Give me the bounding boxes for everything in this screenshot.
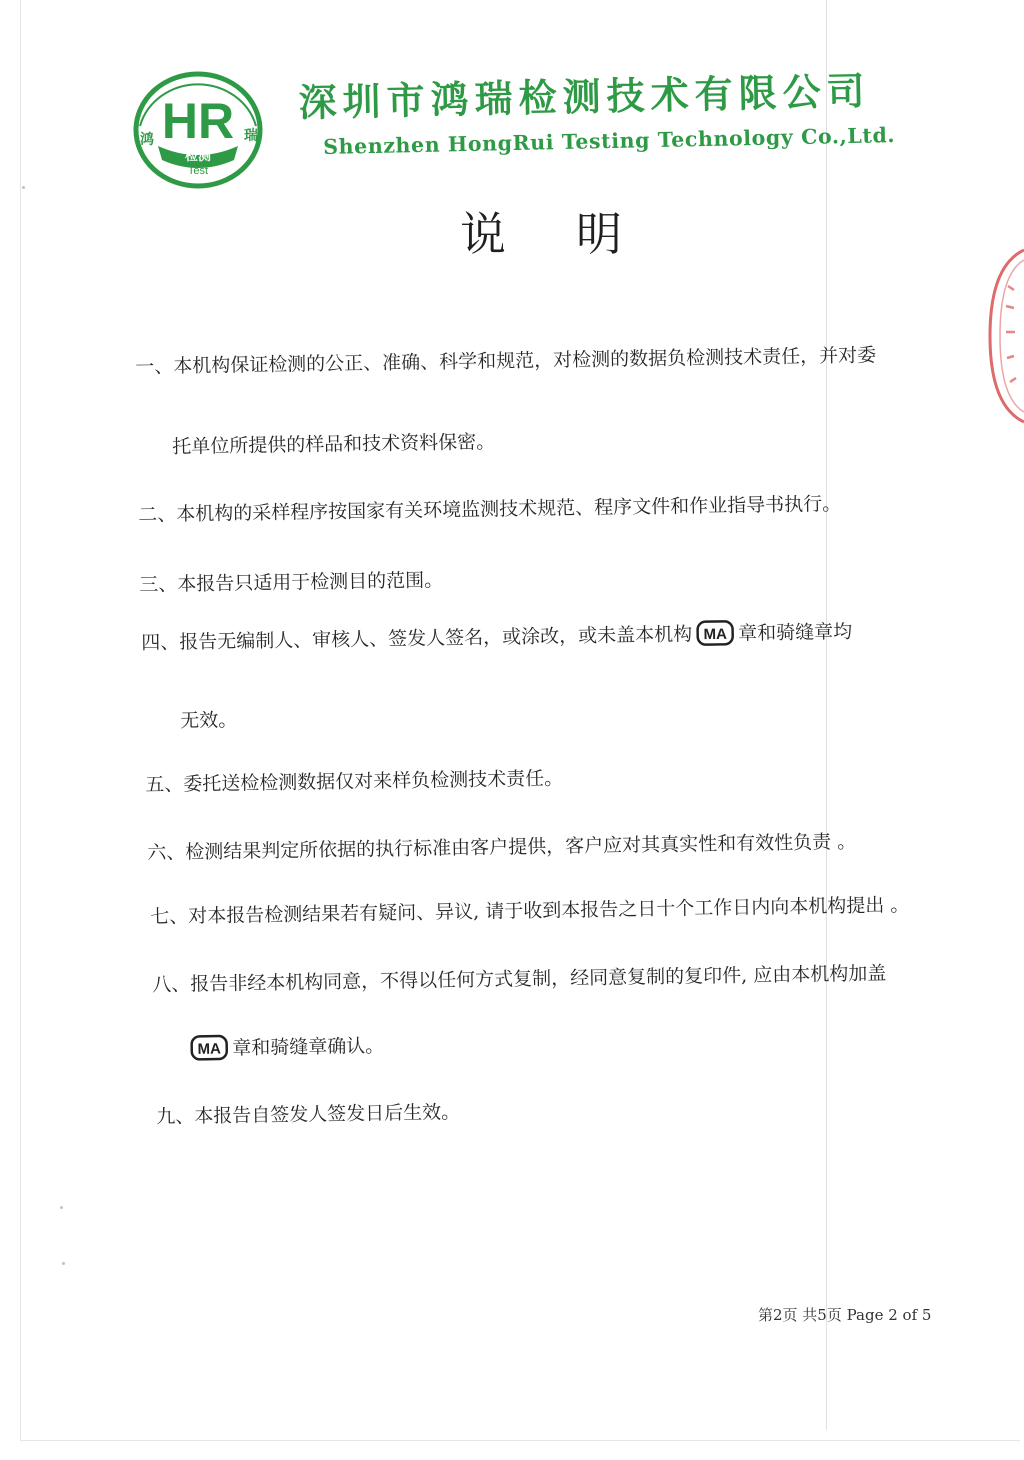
page-number: 第2页 共5页 Page 2 of 5 (758, 1306, 932, 1324)
notice-item-2: 二、本机构的采样程序按国家有关环境监测技术规范、程序文件和作业指导书执行。 (138, 492, 842, 526)
scan-speck (22, 186, 25, 189)
notice-item-4-after: 章和骑缝章均 (738, 620, 853, 645)
notice-item-1: 一、本机构保证检测的公正、准确、科学和规范，对检测的数据负检测技术责任，并对委 (135, 344, 877, 378)
notice-item-8: 八、报告非经本机构同意，不得以任何方式复制，经同意复制的复印件, 应由本机构加盖 (152, 962, 887, 996)
notice-item-8-after: 章和骑缝章确认。 (232, 1034, 385, 1060)
cma-mark-icon (696, 620, 734, 647)
notice-item-7: 七、对本报告检测结果若有疑问、异议, 请于收到本报告之日十个工作日内向本机构提出 。 (150, 894, 910, 928)
cma-mark-label: MA (703, 625, 727, 644)
logo-test: Test (187, 165, 209, 177)
logo-sub: 检测 (184, 149, 212, 164)
scan-speck (60, 1206, 63, 1209)
notice-item-4-before: 四、报告无编制人、审核人、签发人签名，或涂改，或未盖本机构 (141, 623, 693, 654)
notice-item-9: 九、本报告自签发人签发日后生效。 (156, 1101, 461, 1128)
scan-bottom-edge (20, 1440, 1020, 1441)
cma-mark-icon (190, 1034, 228, 1061)
notice-item-8-continued (190, 1031, 384, 1065)
company-name-cn: 深圳市鸿瑞检测技术有限公司 (298, 68, 872, 125)
notice-item-1-continued: 托单位所提供的样品和技术资料保密。 (172, 430, 496, 458)
seal-stamp-fragment (984, 246, 1024, 426)
scan-speck (62, 1262, 65, 1265)
scan-left-edge (20, 0, 21, 1440)
notice-item-6: 六、检测结果判定所依据的执行标准由客户提供，客户应对其真实性和有效性负责 。 (147, 830, 857, 864)
company-name-en: Shenzhen HongRui Testing Technology Co.,Ltd. (323, 123, 896, 159)
company-logo (130, 68, 266, 192)
logo-initials: HR (161, 93, 235, 149)
document-title: 说明 (460, 207, 692, 261)
cma-mark-label: MA (197, 1040, 222, 1058)
logo-side-left: 鸿 (140, 132, 154, 148)
notice-item-5: 五、委托送检检测数据仅对来样负检测技术责任。 (145, 767, 564, 796)
notice-item-4 (141, 617, 852, 659)
scan-fold-line (826, 0, 827, 1430)
notice-item-3: 三、本报告只适用于检测目的范围。 (139, 569, 444, 596)
logo-side-right: 瑞 (244, 128, 258, 144)
notice-item-4-continued: 无效。 (180, 709, 238, 732)
